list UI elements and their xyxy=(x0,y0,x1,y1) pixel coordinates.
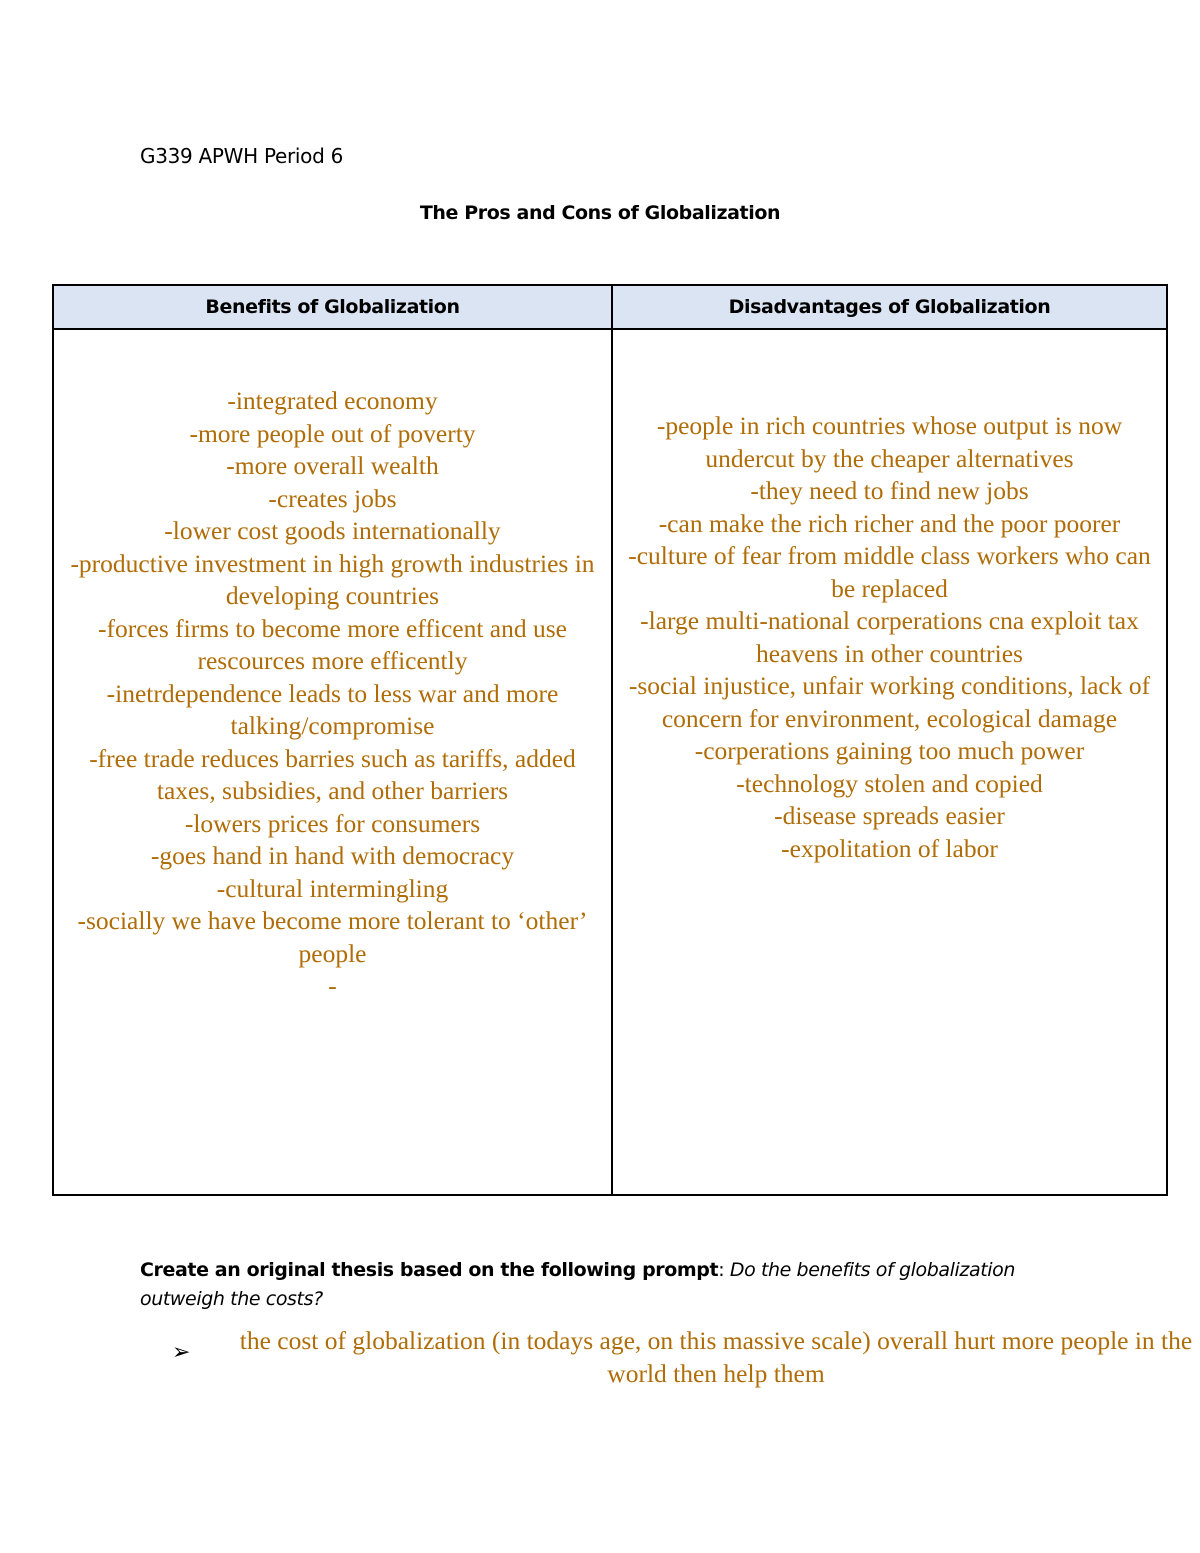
disadvantage-item: -disease spreads easier xyxy=(774,801,1005,830)
benefit-item: -more people out of poverty xyxy=(189,418,476,448)
benefit-item: -inetrdependence leads to less war and more talking/compromise xyxy=(106,678,559,740)
disadvantages-cell xyxy=(612,329,1167,1195)
benefit-item: -creates jobs xyxy=(268,483,397,513)
disadvantage-item: -they need to find new jobs xyxy=(750,476,1029,505)
benefits-cell xyxy=(53,329,612,1195)
disadvantages-list xyxy=(613,410,1166,865)
benefit-item: -lowers prices for consumers xyxy=(184,808,481,838)
benefit-item: -cultural intermingling xyxy=(216,873,449,903)
benefit-item: -goes hand in hand with democracy xyxy=(150,841,515,870)
thesis-answer: the cost of globalization (in todays age, on this massive scale) overall hurt more people in the world then help them xyxy=(239,1326,1193,1388)
disadvantage-item: -expolitation of labor xyxy=(781,833,998,863)
benefit-item: -free trade reduces barries such as tariffs, added taxes, subsidies, and other barriers xyxy=(89,743,576,805)
disadvantages-header: Disadvantages of Globalization xyxy=(612,285,1167,329)
table-header-row xyxy=(53,285,1167,329)
benefit-item: - xyxy=(328,971,337,1000)
benefit-item: -integrated economy xyxy=(227,386,438,415)
prompt-question: Do the benefits of globalization outweigh the costs? xyxy=(140,1259,1015,1310)
benefit-item: -productive investment in high growth industries in developing countries xyxy=(70,548,595,610)
disadvantage-item: -large multi-national corperations cna exploit tax heavens in other countries xyxy=(640,606,1139,668)
disadvantage-item: -technology stolen and copied xyxy=(736,768,1043,798)
disadvantage-item: -social injustice, unfair working conditions, lack of concern for environment, ecological damage xyxy=(628,671,1151,733)
benefit-item: -lower cost goods internationally xyxy=(164,516,501,545)
table-body-row xyxy=(53,329,1167,1195)
benefit-item: -forces firms to become more efficent and use rescources more efficently xyxy=(98,613,567,675)
thesis-prompt xyxy=(140,1256,1040,1314)
benefits-list xyxy=(54,385,611,1003)
pros-cons-table xyxy=(52,284,1168,1196)
arrow-bullet-icon: ➢ xyxy=(172,1340,191,1365)
prompt-lead: Create an original thesis based on the following prompt xyxy=(140,1259,719,1281)
benefits-header: Benefits of Globalization xyxy=(53,285,612,329)
document-title: The Pros and Cons of Globalization xyxy=(419,202,781,224)
disadvantage-item: -corperations gaining too much power xyxy=(694,736,1085,765)
benefit-item: -socially we have become more tolerant to ‘other’ people xyxy=(77,906,588,968)
course-line: G339 APWH Period 6 xyxy=(140,144,343,168)
benefit-item: -more overall wealth xyxy=(226,451,439,480)
prompt-separator: : xyxy=(718,1259,730,1281)
disadvantage-item: -can make the rich richer and the poor poorer xyxy=(658,508,1121,538)
disadvantage-item: -people in rich countries whose output is now undercut by the cheaper alternatives xyxy=(656,411,1123,473)
disadvantage-item: -culture of fear from middle class workers who can be replaced xyxy=(628,541,1151,603)
